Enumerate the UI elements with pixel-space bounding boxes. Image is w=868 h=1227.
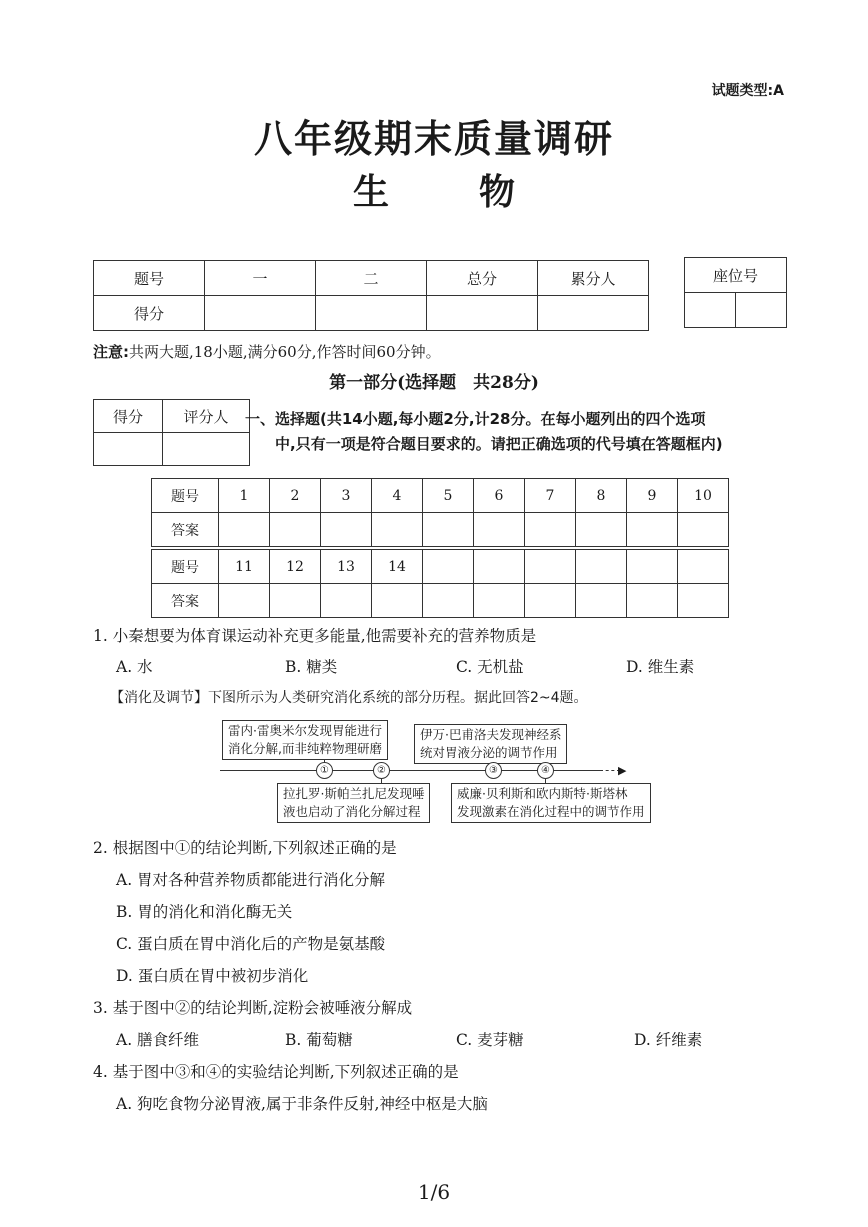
question-1-stem: 1. 小秦想要为体育课运动补充更多能量,他需要补充的营养物质是 [93, 627, 537, 645]
note-label: 注意: [93, 343, 129, 361]
seat-cell[interactable] [685, 293, 736, 328]
question-2-option-b: B. 胃的消化和消化酶无关 [116, 903, 293, 921]
question-2-stem: 2. 根据图中①的结论判断,下列叙述正确的是 [93, 839, 397, 857]
seat-label: 座位号 [685, 258, 787, 293]
answer-cell[interactable] [525, 584, 576, 618]
section-intro: 【消化及调节】下图所示为人类研究消化系统的部分历程。据此回答2~4题。 [110, 690, 588, 706]
question-3-option-d: D. 纤维素 [634, 1031, 703, 1049]
table-row [152, 479, 729, 513]
answer-cell[interactable] [627, 513, 678, 549]
table-row [94, 296, 649, 331]
question-1-option-a: A. 水 [116, 658, 153, 676]
grader-name-cell[interactable] [163, 433, 250, 466]
answer-q-number: 13 [321, 548, 372, 584]
table-row [94, 400, 250, 433]
timeline-connector [381, 778, 382, 783]
score-header-cell: 二 [316, 261, 427, 296]
question-3-option-b: B. 葡萄糖 [285, 1031, 353, 1049]
answer-a-label: 答案 [152, 584, 219, 618]
answer-cell[interactable] [627, 584, 678, 618]
answer-q-label: 题号 [152, 548, 219, 584]
timeline-marker-3: ③ [485, 762, 502, 779]
table-row [94, 261, 649, 296]
answer-cell[interactable] [678, 513, 729, 549]
answer-cell[interactable] [321, 584, 372, 618]
timeline-marker-2: ② [373, 762, 390, 779]
timeline-axis [220, 770, 600, 771]
timeline-text: 液也启动了消化分解过程 [283, 804, 421, 819]
subject-title: 生物 [352, 171, 605, 213]
score-row-label: 得分 [94, 296, 205, 331]
question-2-option-d: D. 蛋白质在胃中被初步消化 [116, 967, 309, 985]
answer-cell[interactable] [525, 513, 576, 549]
timeline-text: 威廉·贝利斯和欧内斯特·斯塔林 [457, 786, 628, 801]
answer-cell[interactable] [219, 513, 270, 549]
answer-cell[interactable] [474, 584, 525, 618]
question-4-option-a: A. 狗吃食物分泌胃液,属于非条件反射,神经中枢是大脑 [116, 1095, 488, 1113]
grader-name-label: 评分人 [163, 400, 250, 433]
table-row [685, 258, 787, 293]
timeline-text: 消化分解,而非纯粹物理研磨 [228, 741, 382, 756]
question-1-option-b: B. 糖类 [285, 658, 338, 676]
section-one-heading [245, 407, 785, 457]
answer-cell[interactable] [678, 584, 729, 618]
answer-q-number: 5 [423, 479, 474, 513]
answer-q-number: 11 [219, 548, 270, 584]
answer-a-label: 答案 [152, 513, 219, 549]
answer-q-label: 题号 [152, 479, 219, 513]
table-row [152, 513, 729, 549]
answer-cell[interactable] [270, 584, 321, 618]
timeline-text: 发现激素在消化过程中的调节作用 [457, 804, 645, 819]
question-4-stem: 4. 基于图中③和④的实验结论判断,下列叙述正确的是 [93, 1063, 459, 1081]
timeline-axis-dashed [600, 770, 620, 771]
answer-cell[interactable] [474, 513, 525, 549]
answer-q-number [423, 548, 474, 584]
table-row [152, 584, 729, 618]
answer-q-number: 8 [576, 479, 627, 513]
score-header-cell: 一 [205, 261, 316, 296]
answer-q-number: 14 [372, 548, 423, 584]
question-3-option-a: A. 膳食纤维 [116, 1031, 200, 1049]
answer-q-number: 2 [270, 479, 321, 513]
answer-cell[interactable] [372, 513, 423, 549]
timeline-connector [545, 778, 546, 783]
answer-q-number [474, 548, 525, 584]
question-1-option-c: C. 无机盐 [456, 658, 524, 676]
score-table [93, 260, 649, 331]
section-heading-line: 一、选择题(共14小题,每小题2分,计28分。在每小题列出的四个选项 [245, 410, 706, 428]
section-heading-line: 中,只有一项是符合题目要求的。请把正确选项的代号填在答题框内) [275, 435, 723, 453]
exam-note [93, 341, 441, 362]
grader-table [93, 399, 250, 466]
answer-q-number [627, 548, 678, 584]
answer-q-number: 6 [474, 479, 525, 513]
question-2-option-c: C. 蛋白质在胃中消化后的产物是氨基酸 [116, 935, 386, 953]
answer-cell[interactable] [423, 584, 474, 618]
timeline-text: 雷内·雷奥米尔发现胃能进行 [228, 723, 382, 738]
answer-cell[interactable] [219, 584, 270, 618]
exam-type-tag: 试题类型:A [711, 83, 784, 99]
table-row [94, 433, 250, 466]
timeline-box-2 [414, 724, 567, 764]
answer-q-number: 7 [525, 479, 576, 513]
score-cell[interactable] [316, 296, 427, 331]
answer-cell[interactable] [576, 513, 627, 549]
answer-q-number: 3 [321, 479, 372, 513]
score-header-cell: 总分 [427, 261, 538, 296]
score-header-cell: 题号 [94, 261, 205, 296]
answer-q-number: 1 [219, 479, 270, 513]
page-number: 1/6 [417, 1180, 451, 1204]
answer-cell[interactable] [372, 584, 423, 618]
timeline-marker-1: ① [316, 762, 333, 779]
answer-q-number [576, 548, 627, 584]
seat-table [684, 257, 787, 328]
score-cell[interactable] [205, 296, 316, 331]
timeline-marker-4: ④ [537, 762, 554, 779]
question-3-option-c: C. 麦芽糖 [456, 1031, 524, 1049]
timeline-text: 统对胃液分泌的调节作用 [420, 745, 558, 760]
answer-cell[interactable] [576, 584, 627, 618]
grader-score-label: 得分 [94, 400, 163, 433]
score-cell[interactable] [427, 296, 538, 331]
table-row [152, 548, 729, 584]
timeline-text: 伊万·巴甫洛夫发现神经系 [420, 727, 562, 742]
question-3-stem: 3. 基于图中②的结论判断,淀粉会被唾液分解成 [93, 999, 413, 1017]
answer-cell[interactable] [423, 513, 474, 549]
answer-q-number [678, 548, 729, 584]
part-one-title: 第一部分(选择题 共28分) [329, 373, 539, 393]
answer-q-number: 12 [270, 548, 321, 584]
score-cell[interactable] [538, 296, 649, 331]
seat-cell[interactable] [736, 293, 787, 328]
question-1-option-d: D. 维生素 [626, 658, 695, 676]
timeline-box-3 [277, 783, 430, 823]
exam-title: 八年级期末质量调研 [253, 116, 614, 161]
score-header-cell: 累分人 [538, 261, 649, 296]
grader-score-cell[interactable] [94, 433, 163, 466]
timeline-text: 拉扎罗·斯帕兰扎尼发现唾 [283, 786, 425, 801]
timeline-box-4 [451, 783, 651, 823]
timeline-connector [493, 762, 494, 768]
answer-q-number: 10 [678, 479, 729, 513]
timeline-box-1 [222, 720, 388, 760]
timeline-connector [324, 760, 325, 768]
answer-q-number: 4 [372, 479, 423, 513]
question-2-option-a: A. 胃对各种营养物质都能进行消化分解 [116, 871, 386, 889]
table-row [685, 293, 787, 328]
answer-cell[interactable] [321, 513, 372, 549]
answer-table [151, 478, 729, 618]
answer-q-number [525, 548, 576, 584]
arrow-right-icon: ▶ [618, 764, 627, 777]
answer-q-number: 9 [627, 479, 678, 513]
note-text: 共两大题,18小题,满分60分,作答时间60分钟。 [129, 343, 441, 361]
answer-cell[interactable] [270, 513, 321, 549]
